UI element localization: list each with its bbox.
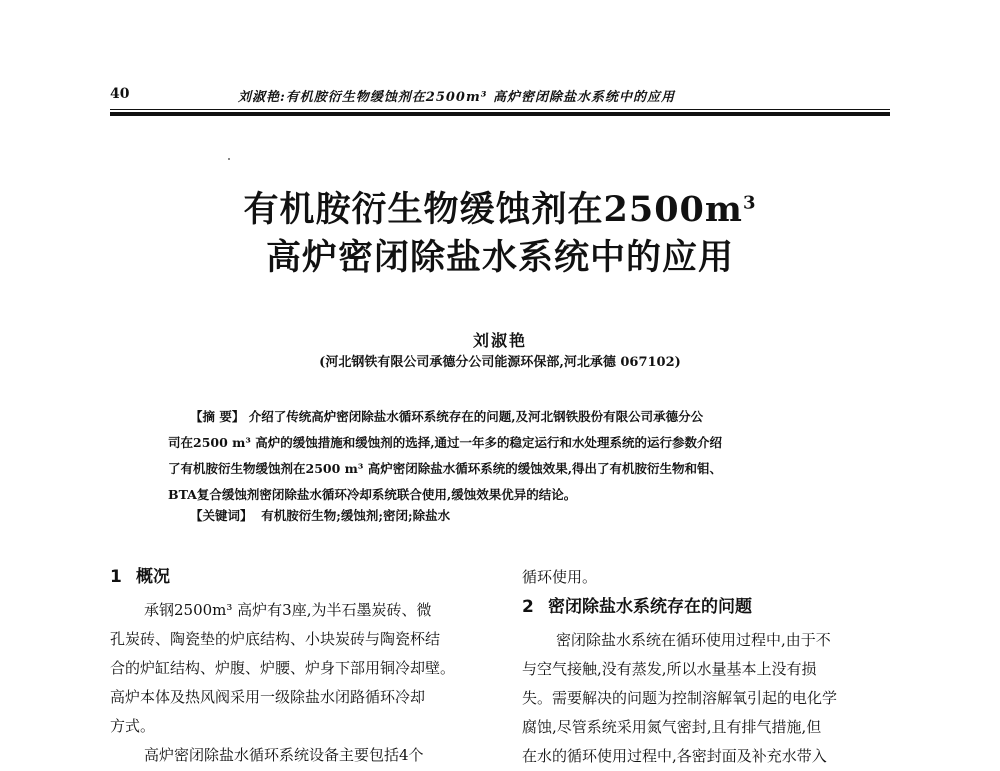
body-line: 孔炭砖、陶瓷垫的炉底结构、小块炭砖与陶瓷杯结 [110,630,441,648]
page-number: 40 [110,86,130,102]
body-line: 在水的循环使用过程中,各密封面及补充水带入 [522,747,827,765]
body-line: 失。需要解决的问题为控制溶解氧引起的电化学 [522,689,838,707]
body-line: 密闭除盐水系统在循环使用过程中,由于不 [556,631,831,649]
abstract-line: 司在2500 m³ 高炉的缓蚀措施和缓蚀剂的选择,通过一年多的稳定运行和水处理系统的运行参数介绍 [168,435,723,450]
body-line: 方式。 [110,717,156,735]
title-superscript: 3 [742,192,757,214]
body-line: 腐蚀,尽管系统采用氮气密封,且有排气措施,但 [522,718,822,736]
abstract-line: 【摘 要】 介绍了传统高炉密闭除盐水循环系统存在的问题,及河北钢铁股份有限公司承德分公 [190,409,704,424]
running-head-title: 刘淑艳:有机胺衍生物缓蚀剂在2500m³ 高炉密闭除盐水系统中的应用 [238,90,675,105]
body-line: 高炉密闭除盐水循环系统设备主要包括4个 [144,746,424,764]
section-2-heading: 2 密闭除盐水系统存在的问题 [522,597,752,617]
header-rule-thin [110,109,890,110]
abstract [168,404,868,508]
abstract-line: BTA复合缓蚀剂密闭除盐水循环冷却系统联合使用,缓蚀效果优异的结论。 [168,487,577,502]
keywords [190,506,840,524]
body-line: 高炉本体及热风阀采用一级除盐水闭路循环冷却 [110,688,426,706]
author-affiliation: (河北钢铁有限公司承德分公司能源环保部,河北承德 067102) [319,355,681,370]
header-rule-thick [110,112,890,116]
keywords-text: 有机胺衍生物;缓蚀剂;密闭;除盐水 [261,508,451,523]
body-line: 与空气接触,没有蒸发,所以水量基本上没有损 [522,660,817,678]
scan-speck [228,158,230,160]
running-header [110,86,870,106]
keywords-label: 【关键词】 [190,508,253,523]
abstract-label: 【摘 要】 [190,409,245,424]
article-title [150,186,850,282]
author-name: 刘淑艳 [472,331,527,350]
title-line-1: 有机胺衍生物缓蚀剂在$2500m^3$ [243,189,757,230]
body-line: 循环使用。 [522,568,598,586]
right-column [522,566,902,771]
body-line: 合的炉缸结构、炉腹、炉腰、炉身下部用铜冷却壁。 [110,659,456,677]
left-column [110,566,495,770]
body-line: 承钢2500m³ 高炉有3座,为半石墨炭砖、微 [144,601,432,619]
section-1-heading: 1 概况 [110,567,170,587]
title-line-2: 高炉密闭除盐水系统中的应用 [265,237,734,278]
abstract-line: 了有机胺衍生物缓蚀剂在2500 m³ 高炉密闭除盐水循环系统的缓蚀效果,得出了有机胺衍生物和钼、 [168,461,723,476]
